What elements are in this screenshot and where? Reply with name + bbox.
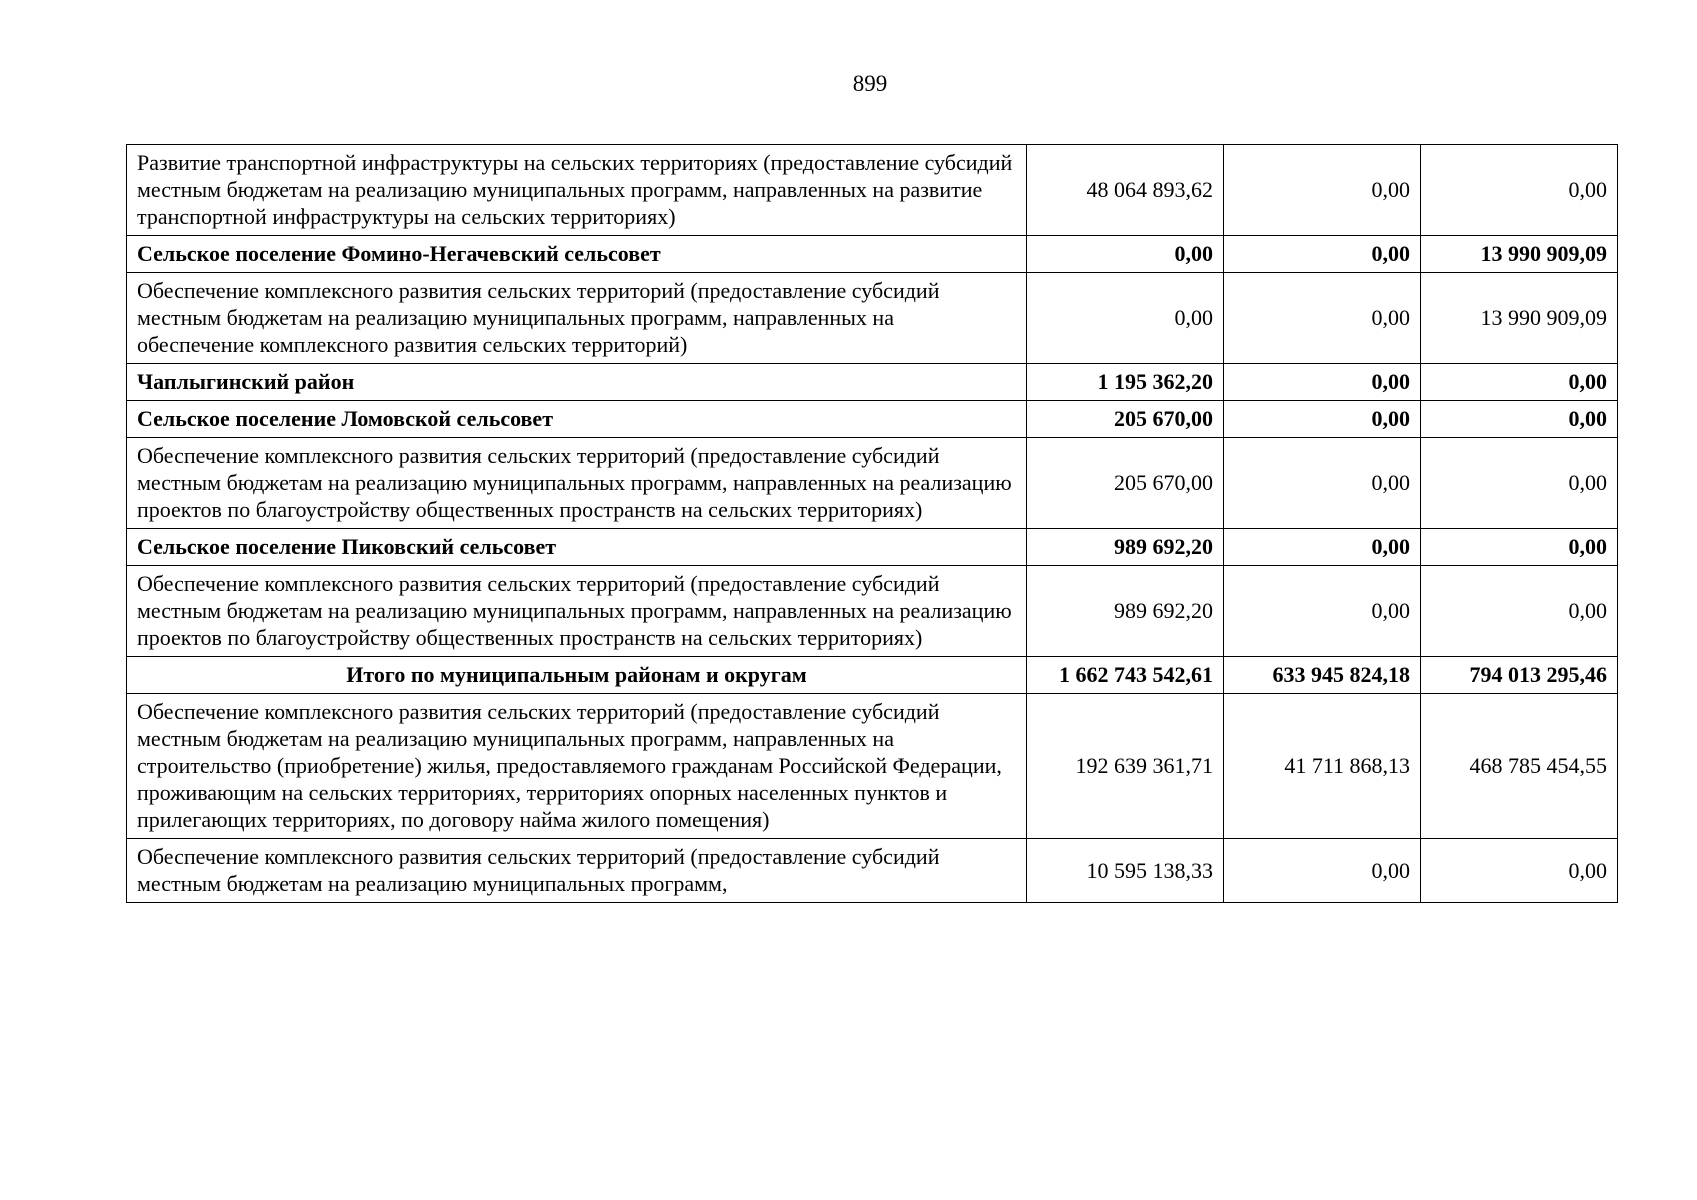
value-cell: 0,00 [1421, 145, 1618, 236]
value-cell: 205 670,00 [1027, 438, 1224, 529]
value-cell: 41 711 868,13 [1224, 694, 1421, 839]
table-row [127, 364, 1618, 401]
table-row [127, 236, 1618, 273]
table-row [127, 273, 1618, 364]
table-row [127, 529, 1618, 566]
value-cell: 989 692,20 [1027, 529, 1224, 566]
value-cell: 0,00 [1421, 566, 1618, 657]
table-row [127, 694, 1618, 839]
row-name-cell: Обеспечение комплексного развития сельских территорий (предоставление субсидий местным бюджетам на реализацию муниципальных программ, направленных на строительство (приобретение) жилья, предоставляемого гражданам Российской Федерации, проживающим на сельских территориях, территориях опорных населенных пунктов и прилегающих территориях, по договору найма жилого помещения) [127, 694, 1027, 839]
value-cell: 0,00 [1224, 566, 1421, 657]
value-cell: 633 945 824,18 [1224, 657, 1421, 694]
row-name-cell: Обеспечение комплексного развития сельских территорий (предоставление субсидий местным бюджетам на реализацию муниципальных программ, направленных на обеспечение комплексного развития сельских территорий) [127, 273, 1027, 364]
value-cell: 0,00 [1224, 364, 1421, 401]
value-cell: 0,00 [1421, 839, 1618, 903]
value-cell: 0,00 [1224, 273, 1421, 364]
value-cell: 0,00 [1027, 273, 1224, 364]
value-cell: 0,00 [1224, 401, 1421, 438]
total-row [127, 657, 1618, 694]
value-cell: 0,00 [1224, 839, 1421, 903]
value-cell: 468 785 454,55 [1421, 694, 1618, 839]
budget-table [126, 144, 1618, 903]
value-cell: 10 595 138,33 [1027, 839, 1224, 903]
value-cell: 0,00 [1224, 529, 1421, 566]
row-name-cell: Развитие транспортной инфраструктуры на сельских территориях (предоставление субсидий местным бюджетам на реализацию муниципальных программ, направленных на развитие транспортной инфраструктуры на сельских территориях) [127, 145, 1027, 236]
value-cell: 1 195 362,20 [1027, 364, 1224, 401]
value-cell: 205 670,00 [1027, 401, 1224, 438]
value-cell: 0,00 [1027, 236, 1224, 273]
value-cell: 0,00 [1224, 145, 1421, 236]
value-cell: 13 990 909,09 [1421, 236, 1618, 273]
value-cell: 0,00 [1421, 364, 1618, 401]
value-cell: 1 662 743 542,61 [1027, 657, 1224, 694]
value-cell: 794 013 295,46 [1421, 657, 1618, 694]
value-cell: 0,00 [1224, 236, 1421, 273]
row-name-cell: Итого по муниципальным районам и округам [127, 657, 1027, 694]
row-name-cell: Сельское поселение Ломовской сельсовет [127, 401, 1027, 438]
value-cell: 989 692,20 [1027, 566, 1224, 657]
table-row [127, 145, 1618, 236]
value-cell: 48 064 893,62 [1027, 145, 1224, 236]
table-row [127, 401, 1618, 438]
value-cell: 0,00 [1421, 401, 1618, 438]
table-row [127, 566, 1618, 657]
row-name-cell: Сельское поселение Фомино-Негачевский сельсовет [127, 236, 1027, 273]
row-name-cell: Обеспечение комплексного развития сельских территорий (предоставление субсидий местным бюджетам на реализацию муниципальных программ, направленных на реализацию проектов по благоустройству общественных пространств на сельских территориях) [127, 566, 1027, 657]
value-cell: 0,00 [1224, 438, 1421, 529]
row-name-cell: Чаплыгинский район [127, 364, 1027, 401]
table-row [127, 438, 1618, 529]
value-cell: 0,00 [1421, 529, 1618, 566]
page-number: 899 [852, 71, 888, 96]
row-name-cell: Обеспечение комплексного развития сельских территорий (предоставление субсидий местным бюджетам на реализацию муниципальных программ, направленных на реализацию проектов по благоустройству общественных пространств на сельских территориях) [127, 438, 1027, 529]
row-name-cell: Сельское поселение Пиковский сельсовет [127, 529, 1027, 566]
row-name-cell: Обеспечение комплексного развития сельских территорий (предоставление субсидий местным бюджетам на реализацию муниципальных программ, [127, 839, 1027, 903]
value-cell: 0,00 [1421, 438, 1618, 529]
value-cell: 192 639 361,71 [1027, 694, 1224, 839]
table-row [127, 839, 1618, 903]
value-cell: 13 990 909,09 [1421, 273, 1618, 364]
